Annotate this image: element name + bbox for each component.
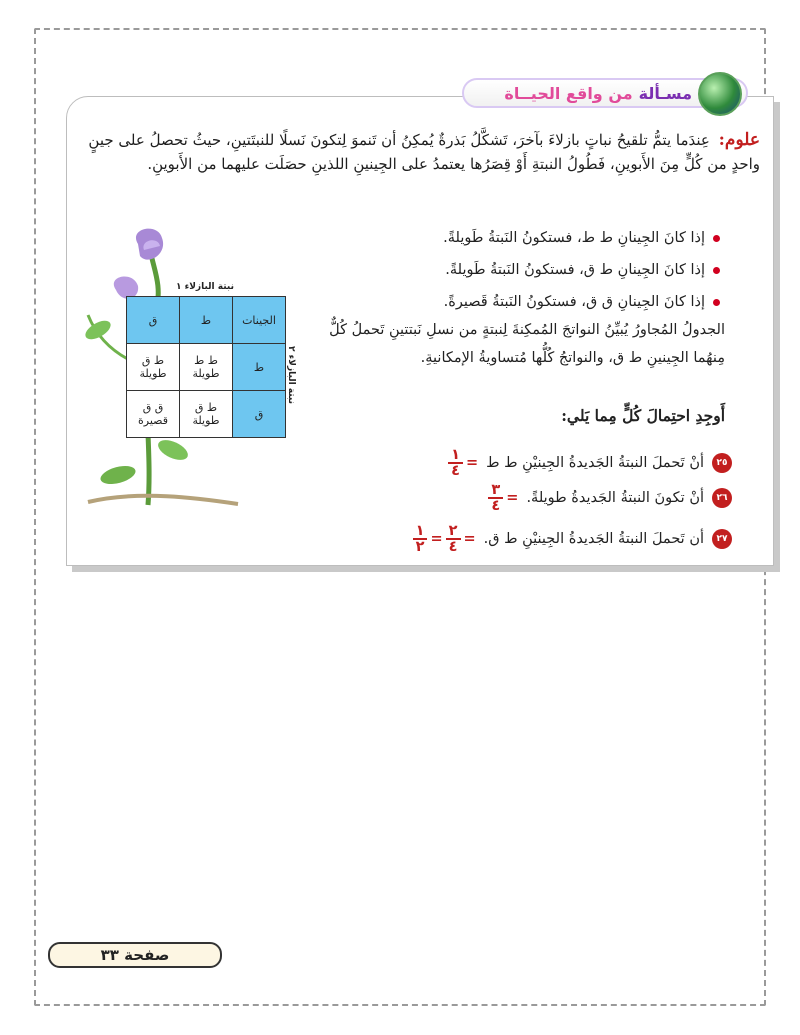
question-number-badge: ٢٦: [712, 488, 732, 508]
exercise-prompt: أَوجِدِ احتِمالَ كُلٍّ مِما يَلي:: [561, 406, 725, 425]
question-text: أنْ تَحملَ النبتةُ الجَديدةُ الجِينيْنِ ط ط: [486, 455, 704, 471]
intro-lead: علوم:: [718, 130, 760, 150]
bullet-item: إذا كانَ الجِينانِ ط ق، فستكونُ النَبتةُ طَويلةً.: [320, 254, 720, 286]
punnett-cell: ط ق طويلة: [127, 344, 180, 391]
punnett-cell: ق ق قصيرة: [127, 391, 180, 438]
bullet-item: إذا كانَ الجِينانِ ق ق، فستكونُ النَبتةُ قَصيرةً.: [320, 286, 720, 318]
intro-text: عِندَما يتمُّ تلقيحُ نباتٍ بازلاءَ بآخرَ، تَشكَّلُ بَذرةٌ يُمكِنُ أن تَنموَ لِتكونَ نَسلًا للنبتَتينِ، حيثُ تحصلُ على جينٍ واحدٍ من كُلٍّ مِنَ الأَبوينِ، فَطُولُ النبتةِ أَوْ قِصَرُها يعتمدُ على الجِينينِ اللذينِ حصَلَت عليهما من الأَبوينِ.: [88, 131, 760, 173]
bullet-item: إذا كانَ الجِينانِ ط ط، فستكونُ النَبتةُ طَويلةً.: [320, 222, 720, 254]
plant2-label: نبتة البازلاء ٢: [285, 346, 296, 404]
banner-title-part1: مسـألة: [638, 83, 692, 103]
globe-icon: [698, 72, 742, 116]
banner-title-part2: من واقع الحيــاة: [504, 83, 633, 103]
question-25: [445, 448, 732, 478]
punnett-cell: ط ق طويلة: [180, 391, 233, 438]
question-27: [410, 524, 732, 554]
answer-fraction: $\frac{١}{٤}$: [448, 448, 463, 478]
bullet-dot-icon: [713, 299, 720, 306]
answer-fraction: $\frac{٣}{٤}$: [488, 483, 503, 513]
intro-paragraph: [58, 128, 760, 176]
punnett-header-cell: ق: [233, 391, 286, 438]
page-number-tab: صفحة ٣٣: [48, 942, 222, 968]
punnett-square: [126, 296, 286, 438]
punnett-header-cell: ط: [180, 297, 233, 344]
table-description: الجدولُ المُجاورُ يُبيِّنُ النواتجَ المُمكِنةَ لِنبتةٍ من نسلِ نَبتتينِ تَحملُ كُلٌّ مِنهُما الجِينينِ ط ق، والنواتجُ كُلُّها مُتساويةُ الإمكانيةِ.: [329, 322, 725, 366]
plant1-label: نبتة البازلاء ١: [176, 282, 234, 292]
question-number-badge: ٢٧: [712, 529, 732, 549]
question-number-badge: ٢٥: [712, 453, 732, 473]
question-26: [485, 483, 732, 513]
bullet-dot-icon: [713, 235, 720, 242]
question-text: أن تَحملَ النبتةُ الجَديدةُ الجِينيْنِ ط ق.: [483, 531, 704, 547]
answer-fraction-simplified: $\frac{١}{٢}$: [413, 524, 428, 554]
punnett-header-cell: الجينات: [233, 297, 286, 344]
punnett-header-cell: ط: [233, 344, 286, 391]
answer: = $\frac{٣}{٤}$: [485, 483, 518, 513]
bullet-list: [320, 222, 720, 318]
bullet-dot-icon: [713, 267, 720, 274]
answer-fraction: $\frac{٢}{٤}$: [446, 524, 461, 554]
answer: = $\frac{١}{٤}$: [445, 448, 478, 478]
punnett-header-cell: ق: [127, 297, 180, 344]
punnett-cell: ط ط طويلة: [180, 344, 233, 391]
question-text: أنْ تكونَ النبتةُ الجَديدةُ طويلةً.: [526, 490, 704, 506]
answer: = $\frac{٢}{٤}$ = $\frac{١}{٢}$: [410, 524, 476, 554]
